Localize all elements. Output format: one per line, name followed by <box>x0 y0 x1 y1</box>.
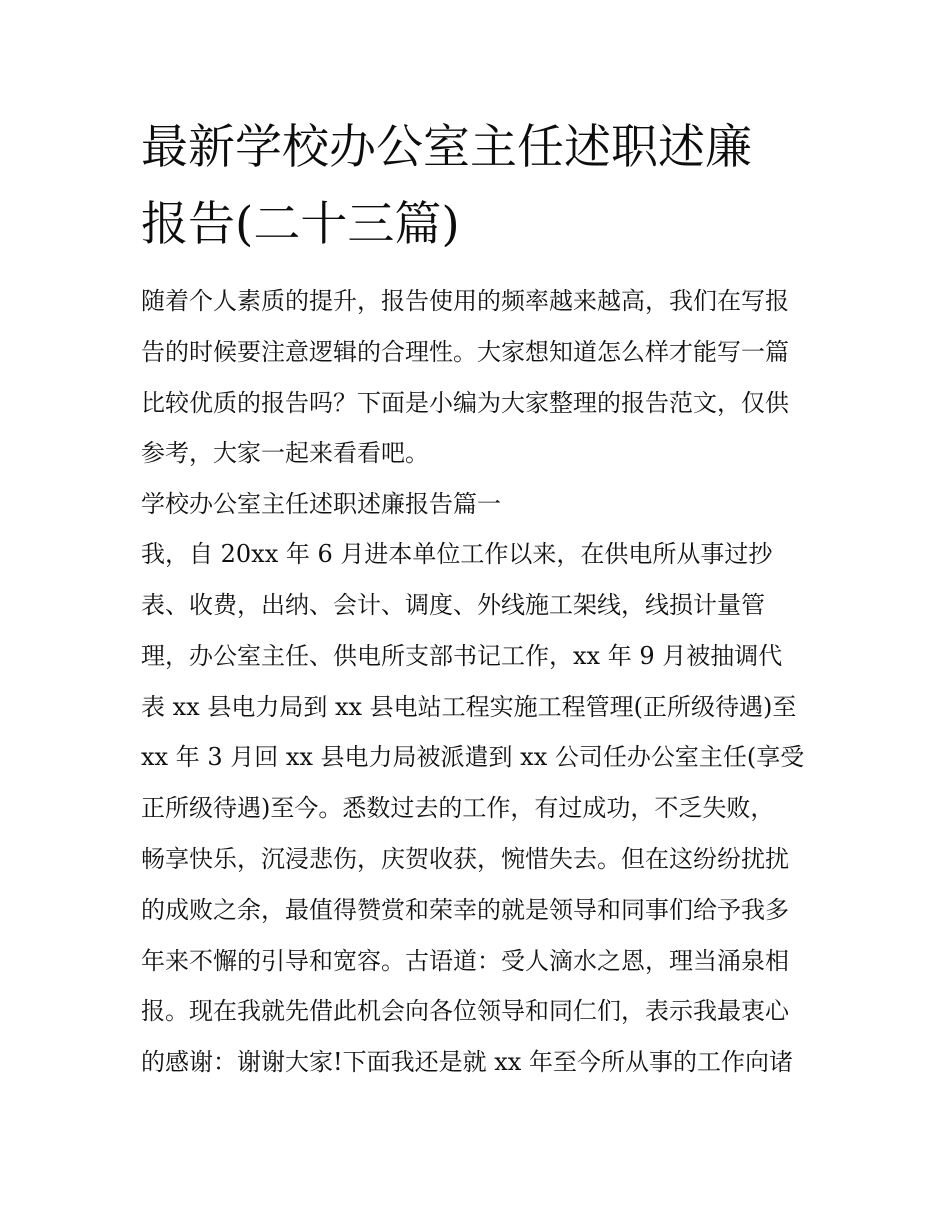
paragraph-line: 畅享快乐，沉浸悲伤，庆贺收获，惋惜失去。但在这纷纷扰扰 <box>141 845 789 873</box>
document-title-line-2: 报告(二十三篇) <box>141 197 460 252</box>
paragraph-line: 表、收费，出纳、会计、调度、外线施工架线，线损计量管 <box>141 591 765 619</box>
paragraph-line: 参考，大家一起来看看吧。 <box>141 439 429 467</box>
paragraph-line: 随着个人素质的提升，报告使用的频率越来越高，我们在写报 <box>141 287 789 315</box>
document-title-line-1: 最新学校办公室主任述职述廉 <box>141 120 752 175</box>
paragraph-line: 报。现在我就先借此机会向各位领导和同仁们，表示我最衷心 <box>141 997 789 1025</box>
paragraph-line: 表 xx 县电力局到 xx 县电站工程实施工程管理(正所级待遇)至 <box>141 693 797 721</box>
paragraph-line: 年来不懈的引导和宽容。古语道：受人滴水之恩，理当涌泉相 <box>141 947 789 975</box>
paragraph-line: 告的时候要注意逻辑的合理性。大家想知道怎么样才能写一篇 <box>141 338 789 366</box>
paragraph-line: 的成败之余，最值得赞赏和荣幸的就是领导和同事们给予我多 <box>141 896 789 924</box>
paragraph-line: 比较优质的报告吗？下面是小编为大家整理的报告范文，仅供 <box>141 389 789 417</box>
section-heading: 学校办公室主任述职述廉报告篇一 <box>141 490 501 518</box>
paragraph-line: 正所级待遇)至今。悉数过去的工作，有过成功，不乏失败， <box>141 794 775 822</box>
paragraph-line: 理，办公室主任、供电所支部书记工作，xx 年 9 月被抽调代 <box>141 642 783 670</box>
paragraph-line: 的感谢：谢谢大家!下面我还是就 xx 年至今所从事的工作向诸 <box>141 1048 793 1076</box>
paragraph-line: 我，自 20xx 年 6 月进本单位工作以来，在供电所从事过抄 <box>141 540 773 568</box>
paragraph-line: xx 年 3 月回 xx 县电力局被派遣到 xx 公司任办公室主任(享受 <box>141 743 805 771</box>
